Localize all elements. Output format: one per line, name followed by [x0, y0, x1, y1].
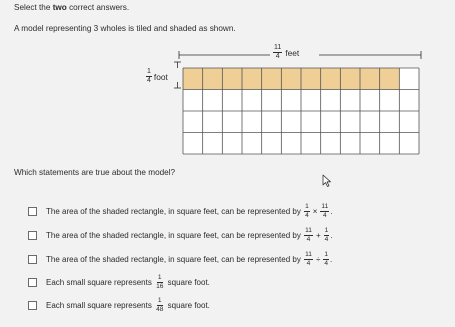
instruction-post: correct answers. — [66, 3, 130, 12]
fraction-den: 4 — [305, 211, 309, 219]
shaded-cell — [203, 68, 223, 90]
fraction-den: 4 — [323, 211, 327, 219]
grid-shaded-cells — [183, 68, 399, 90]
fraction-num: 11 — [305, 251, 312, 258]
width-dimension-line — [179, 51, 421, 59]
shaded-cell — [242, 68, 262, 90]
width-label — [272, 44, 299, 61]
shaded-cell — [222, 68, 242, 90]
shaded-cell — [321, 68, 341, 90]
prompt-text: A model representing 3 wholes is tiled and shaded as shown. — [14, 24, 236, 33]
checkbox[interactable] — [28, 255, 37, 264]
answer-option-5[interactable] — [28, 299, 210, 311]
instruction-bold: two — [52, 3, 67, 12]
option-text: The area of the shaded rectangle, in square feet, can be represented by — [46, 206, 301, 216]
width-fraction-num: 11 — [274, 44, 282, 51]
checkbox[interactable] — [28, 231, 37, 240]
fraction-num: 1 — [324, 251, 328, 258]
instruction-pre: Select the — [14, 3, 53, 12]
option-end: . — [330, 206, 333, 216]
option-text: Each small square represents — [46, 277, 152, 287]
operator: + — [315, 230, 321, 240]
checkbox[interactable] — [28, 278, 37, 287]
question-text: Which statements are true about the model? — [14, 168, 176, 177]
fraction-num: 1 — [305, 203, 309, 210]
fraction-a — [304, 227, 313, 243]
fraction-num: 1 — [157, 274, 162, 281]
fraction-a — [155, 274, 164, 290]
option-text: The area of the shaded rectangle, in square feet, can be represented by — [46, 230, 301, 240]
option-end: square foot. — [167, 277, 210, 287]
height-fraction — [146, 68, 152, 85]
height-dimension-line — [174, 62, 181, 88]
fraction-num: 11 — [305, 227, 312, 234]
answer-option-2[interactable] — [28, 229, 333, 241]
shaded-cell — [262, 68, 282, 90]
fraction-den: 4 — [306, 259, 311, 267]
width-unit: feet — [285, 47, 300, 58]
operator: × — [312, 206, 318, 216]
shaded-cell — [380, 68, 400, 90]
fraction-den: 4 — [324, 235, 329, 243]
width-fraction — [273, 44, 282, 61]
option-end: . — [330, 254, 333, 264]
fraction-num: 11 — [321, 203, 329, 210]
fraction-den: 48 — [156, 305, 164, 313]
option-end: . — [330, 230, 333, 240]
fraction-b — [324, 227, 333, 243]
checkbox[interactable] — [28, 301, 37, 310]
answer-option-1[interactable] — [28, 205, 333, 217]
fraction-den: 16 — [156, 282, 164, 290]
height-fraction-den: 4 — [147, 77, 151, 84]
fraction-num: 1 — [324, 227, 329, 234]
fraction-a — [304, 203, 310, 219]
fraction-b — [320, 203, 329, 219]
height-fraction-num: 1 — [147, 68, 151, 75]
option-text: The area of the shaded rectangle, in square feet, can be represented by — [46, 254, 301, 264]
shaded-cell — [340, 68, 360, 90]
shaded-cell — [360, 68, 380, 90]
option-text: Each small square represents — [46, 300, 152, 310]
fraction-a — [155, 297, 164, 313]
answer-option-4[interactable] — [28, 276, 210, 288]
shaded-cell — [183, 68, 203, 90]
fraction-a — [304, 251, 313, 267]
answer-option-3[interactable] — [28, 253, 332, 265]
option-end: square foot. — [167, 300, 210, 310]
mouse-pointer-icon — [322, 174, 334, 188]
fraction-den: 4 — [324, 259, 328, 267]
fraction-den: 4 — [306, 235, 311, 243]
operator: ÷ — [315, 254, 321, 264]
shaded-cell — [281, 68, 301, 90]
shaded-cell — [301, 68, 321, 90]
width-fraction-den: 4 — [275, 53, 280, 60]
checkbox[interactable] — [28, 207, 37, 216]
fraction-num: 1 — [157, 297, 162, 304]
height-unit: foot — [153, 71, 168, 82]
height-label — [145, 68, 168, 85]
fraction-b — [323, 251, 329, 267]
